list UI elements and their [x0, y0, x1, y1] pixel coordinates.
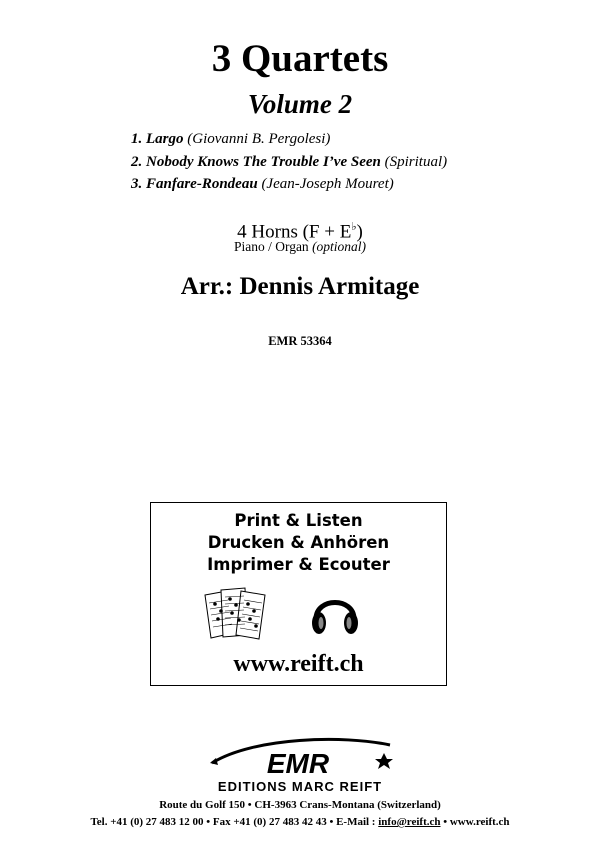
promo-line-imprimer: Imprimer & Ecouter [207, 555, 390, 574]
headphones-icon [308, 587, 362, 641]
piece-item [131, 151, 551, 174]
sheet-music-icon [201, 585, 271, 645]
instrumentation-close: ) [356, 221, 363, 243]
accompaniment [0, 238, 600, 256]
svg-text:EDITIONS MARC REIFT: EDITIONS MARC REIFT [217, 779, 383, 794]
email-link[interactable]: info@reift.ch [378, 816, 441, 828]
piece-composer: (Giovanni B. Pergolesi) [183, 131, 331, 147]
promo-line-print-listen: Print & Listen [234, 511, 363, 530]
piece-composer: (Spiritual) [380, 153, 448, 170]
piece-title: 3. Fanfare-Rondeau [131, 176, 258, 192]
piece-item [131, 173, 551, 196]
arranger: Arr.: Dennis Armitage [180, 273, 420, 300]
publisher-contact [0, 815, 600, 829]
promo-box [150, 502, 447, 686]
accompaniment-note: (optional) [312, 239, 367, 254]
piece-item [131, 128, 551, 151]
piece-list [131, 128, 551, 196]
instrumentation-main: 4 Horns (F + E [237, 221, 352, 243]
accompaniment-text: Piano / Organ [233, 239, 313, 254]
volume-subtitle: Volume 2 [247, 89, 353, 119]
piece-title: 1. Largo [131, 131, 184, 147]
svg-text:EMR: EMR [266, 748, 330, 779]
piece-composer: (Jean-Joseph Mouret) [257, 176, 394, 192]
catalog-number: EMR 53364 [268, 334, 332, 348]
promo-url[interactable]: www.reift.ch [233, 651, 364, 677]
contact-phone-fax: Tel. +41 (0) 27 483 12 00 • Fax +41 (0) 27 483 42 43 • E-Mail : [90, 816, 379, 828]
piece-title: 2. Nobody Knows The Trouble I’ve Seen [131, 153, 381, 170]
promo-line-drucken: Drucken & Anhören [207, 533, 390, 552]
publisher-address: Route du Golf 150 • CH-3963 Crans-Montana (Switzerland) [159, 799, 441, 811]
title: 3 Quartets [211, 37, 389, 80]
publisher-logo [194, 733, 406, 797]
contact-website[interactable]: • www.reift.ch [440, 816, 510, 828]
flat-symbol: ♭ [351, 221, 357, 233]
